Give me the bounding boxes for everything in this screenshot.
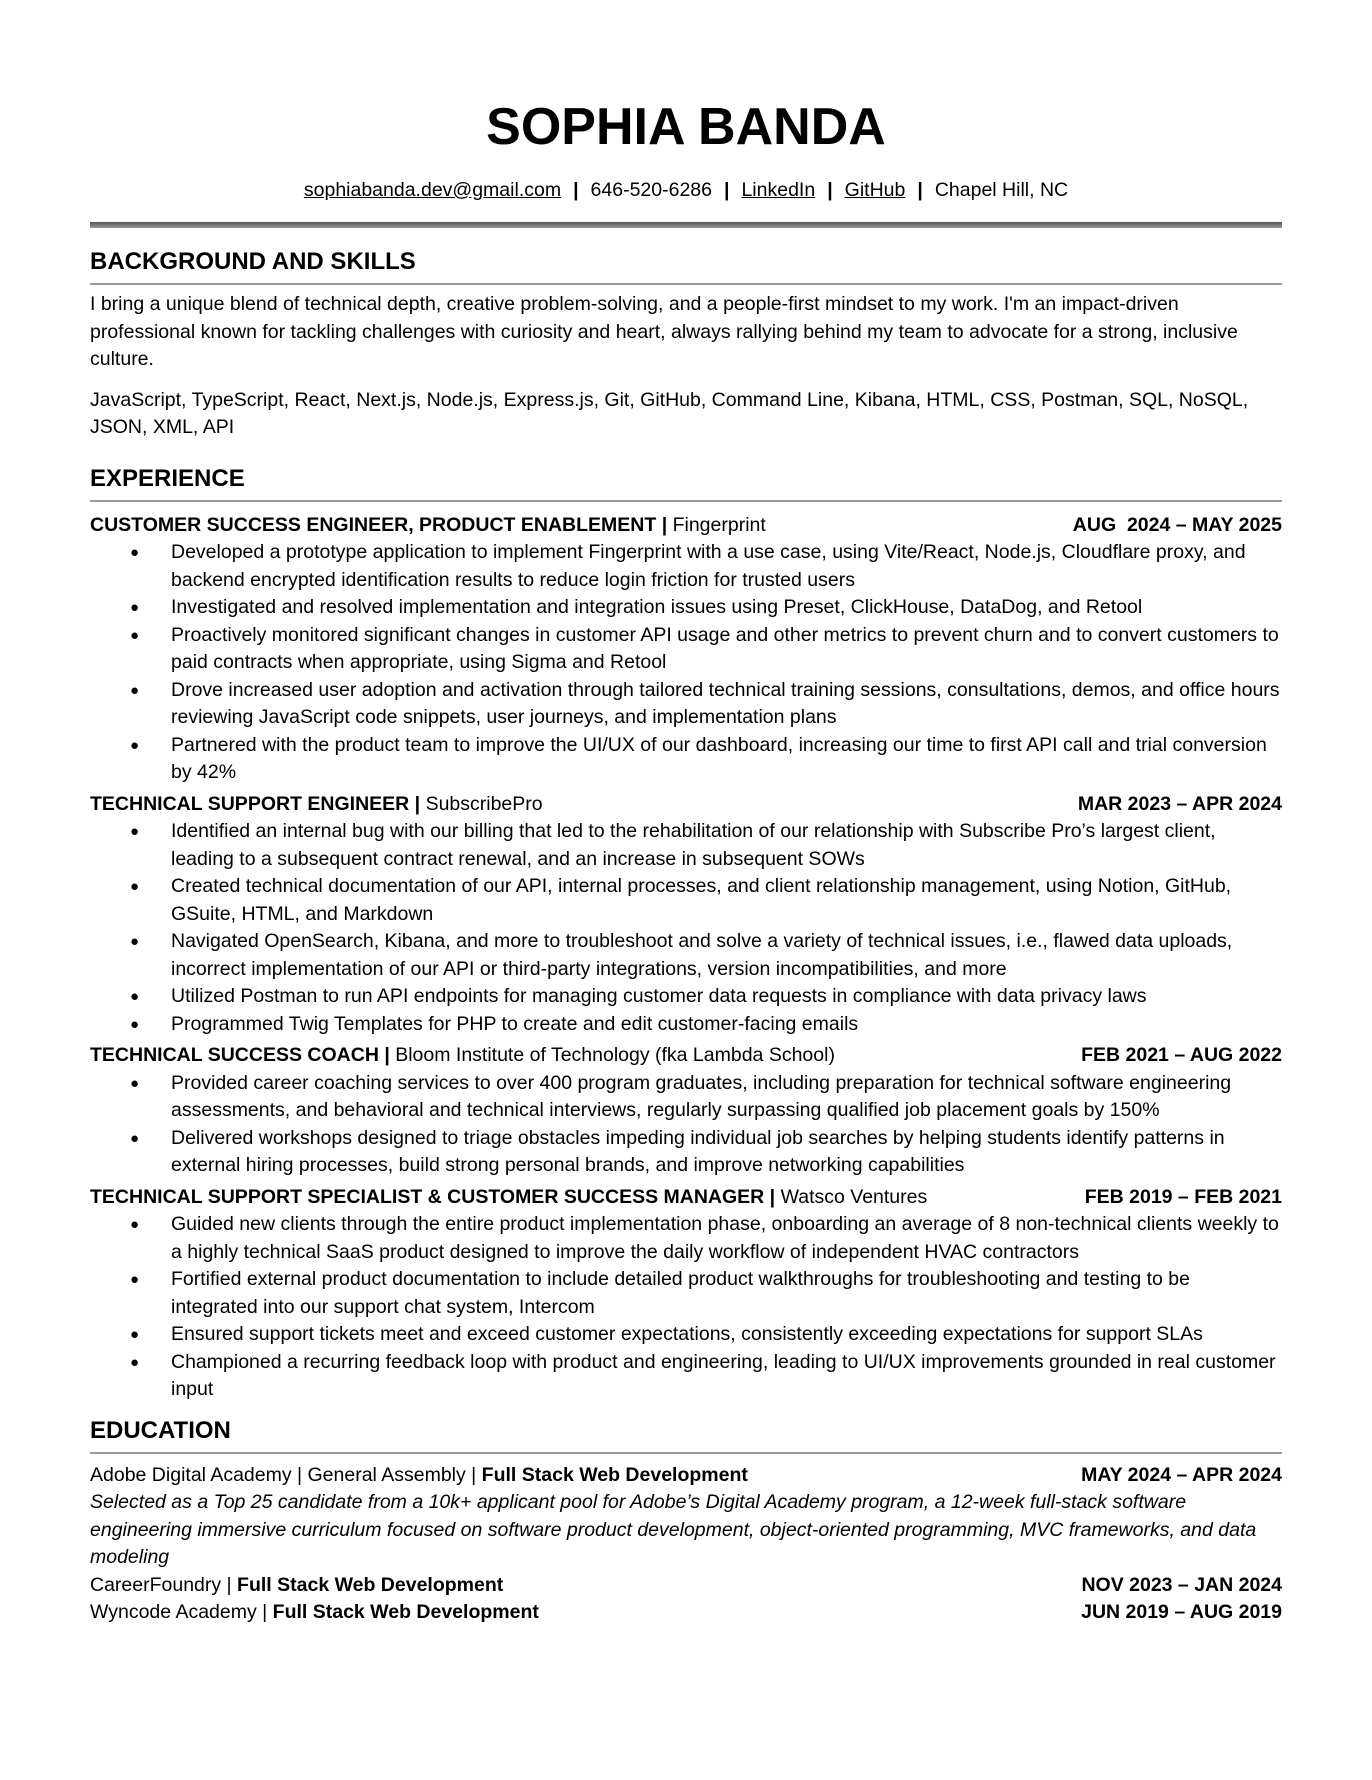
job-company: Bloom Institute of Technology (fka Lambda School): [395, 1044, 835, 1066]
job-bullets: [90, 539, 1282, 787]
job-role: CUSTOMER SUCCESS ENGINEER, PRODUCT ENABLEMENT |: [90, 513, 668, 536]
education-dates: JUN 2019 – AUG 2019: [1081, 1601, 1282, 1623]
bullet-item: ● Championed a recurring feedback loop with product and engineering, leading to UI/UX improvements grounded in real customer input: [171, 1349, 1282, 1404]
bullet-item: ● Created technical documentation of our API, internal processes, and client relationship management, using Notion, GitHub, GSuite, HTML, and Markdown: [171, 873, 1282, 928]
job-company: Watsco Ventures: [780, 1185, 928, 1208]
bullet-item: ● Navigated OpenSearch, Kibana, and more to troubleshoot and solve a variety of technical issues, i.e., flawed data uploads, incorrect implementation of our API or third-party integrations, version incompatibilities, and more: [171, 928, 1282, 983]
separator: |: [917, 179, 923, 201]
education-school: Wyncode Academy |: [90, 1601, 273, 1623]
location: Chapel Hill, NC: [934, 179, 1069, 201]
skills-list: JavaScript, TypeScript, React, Next.js, Node.js, Express.js, Git, GitHub, Command Line, Kibana, HTML, CSS, Postman, SQL, NoSQL, JSON, XML, API: [90, 388, 1249, 438]
education-program: Full Stack Web Development: [272, 1601, 539, 1623]
header-divider: [90, 222, 1282, 228]
phone-number: 646-520-6286: [590, 179, 712, 201]
job-dates: FEB 2019 – FEB 2021: [1084, 1185, 1282, 1208]
education-school-program: [90, 1599, 539, 1627]
job-company: SubscribePro: [425, 792, 543, 815]
section-divider: [90, 283, 1282, 285]
education-school: Adobe Digital Academy | General Assembly |: [90, 1463, 482, 1486]
separator: |: [723, 179, 730, 201]
education-school-program: [90, 1462, 748, 1490]
job-role-company: [90, 1184, 927, 1212]
education-entry: [90, 1462, 1282, 1490]
candidate-name: SOPHIA BANDA: [486, 98, 886, 156]
education-dates: MAY 2024 – APR 2024: [1081, 1463, 1282, 1486]
separator: |: [827, 179, 833, 201]
education-program: Full Stack Web Development: [237, 1573, 504, 1596]
bullet-item: ● Ensured support tickets meet and exceed customer expectations, consistently exceeding expectations for support SLAs: [171, 1321, 1282, 1349]
bullet-item: ● Programmed Twig Templates for PHP to create and edit customer-facing emails: [171, 1011, 1282, 1039]
job-bullets: [90, 818, 1282, 1038]
job-role: TECHNICAL SUCCESS COACH |: [90, 1044, 390, 1066]
section-title-experience: EXPERIENCE: [90, 464, 245, 492]
github-link[interactable]: GitHub: [844, 179, 906, 201]
education-school-program: [90, 1572, 503, 1600]
linkedin-link[interactable]: LinkedIn: [741, 179, 816, 201]
job-role-company: [90, 791, 543, 819]
education-entry: [90, 1572, 1282, 1600]
section-title-education: EDUCATION: [90, 1416, 231, 1444]
bullet-item: ● Delivered workshops designed to triage obstacles impeding individual job searches by helping students identify patterns in external hiring processes, build strong personal brands, and improve networking capabilities: [171, 1125, 1282, 1180]
bullet-item: ● Partnered with the product team to improve the UI/UX of our dashboard, increasing our time to first API call and trial conversion by 42%: [171, 732, 1282, 787]
education-entry: [90, 1599, 1282, 1627]
education-school: CareerFoundry |: [90, 1573, 238, 1596]
bullet-item: ● Drove increased user adoption and activation through tailored technical training sessions, consultations, demos, and office hours reviewing JavaScript code snippets, user journeys, and implementation plans: [171, 677, 1282, 732]
job-role: TECHNICAL SUPPORT SPECIALIST & CUSTOMER SUCCESS MANAGER |: [90, 1185, 776, 1208]
education-note: Selected as a Top 25 candidate from a 10k+ applicant pool for Adobe’s Digital Academy program, a 12-week full-stack software engineering immersive curriculum focused on software product development, object-oriented programming, MVC frameworks, and data modeling: [90, 1491, 1257, 1568]
job-role-company: [90, 1042, 835, 1070]
job-role: TECHNICAL SUPPORT ENGINEER |: [90, 792, 421, 815]
job-bullets: [90, 1211, 1282, 1404]
email-link[interactable]: sophiabanda.dev@gmail.com: [303, 179, 562, 201]
bullet-item: ● Developed a prototype application to implement Fingerprint with a use case, using Vite/React, Node.js, Cloudflare proxy, and backend encrypted identification results to reduce login friction for trusted users: [171, 539, 1282, 594]
job-header: [90, 1042, 1282, 1070]
separator: |: [573, 179, 579, 201]
bullet-item: ● Provided career coaching services to over 400 program graduates, including preparation for technical software engineering assessments, and behavioral and technical interviews, regularly surpassing qualified job placement goals by 150%: [171, 1070, 1282, 1125]
job-dates: FEB 2021 – AUG 2022: [1081, 1044, 1282, 1066]
bullet-item: ● Guided new clients through the entire product implementation phase, onboarding an average of 8 non-technical clients weekly to a highly technical SaaS product designed to improve the daily workflow of independent HVAC contractors: [171, 1211, 1282, 1266]
job-header: [90, 1184, 1282, 1212]
summary-paragraph: I bring a unique blend of technical depth, creative problem-solving, and a people-first mindset to my work. I'm an impact-driven professional known for tackling challenges with curiosity and heart, always rallying behind my team to advocate for a strong, inclusive culture.: [90, 293, 1238, 370]
section-title-background: BACKGROUND AND SKILLS: [90, 248, 416, 275]
bullet-item: ● Proactively monitored significant changes in customer API usage and other metrics to prevent churn and to convert customers to paid contracts when appropriate, using Sigma and Retool: [171, 622, 1282, 677]
bullet-item: ● Identified an internal bug with our billing that led to the rehabilitation of our relationship with Subscribe Pro’s largest client, leading to a subsequent contract renewal, and an increase in subsequent SOWs: [171, 818, 1282, 873]
contact-line: [90, 178, 1282, 202]
job-header: [90, 512, 1282, 540]
education-dates: NOV 2023 – JAN 2024: [1081, 1573, 1282, 1596]
job-company: Fingerprint: [672, 513, 766, 536]
job-dates: AUG 2024 – MAY 2025: [1072, 513, 1282, 536]
bullet-item: ● Utilized Postman to run API endpoints for managing customer data requests in compliance with data privacy laws: [171, 983, 1282, 1011]
job-bullets: [90, 1070, 1282, 1180]
bullet-item: ● Investigated and resolved implementation and integration issues using Preset, ClickHouse, DataDog, and Retool: [171, 594, 1282, 622]
section-divider: [90, 500, 1282, 502]
job-dates: MAR 2023 – APR 2024: [1077, 792, 1282, 815]
section-divider: [90, 1452, 1282, 1454]
job-header: [90, 791, 1282, 819]
education-program: Full Stack Web Development: [481, 1463, 748, 1486]
job-role-company: [90, 512, 766, 540]
bullet-item: ● Fortified external product documentation to include detailed product walkthroughs for troubleshooting and testing to be integrated into our support chat system, Intercom: [171, 1266, 1282, 1321]
